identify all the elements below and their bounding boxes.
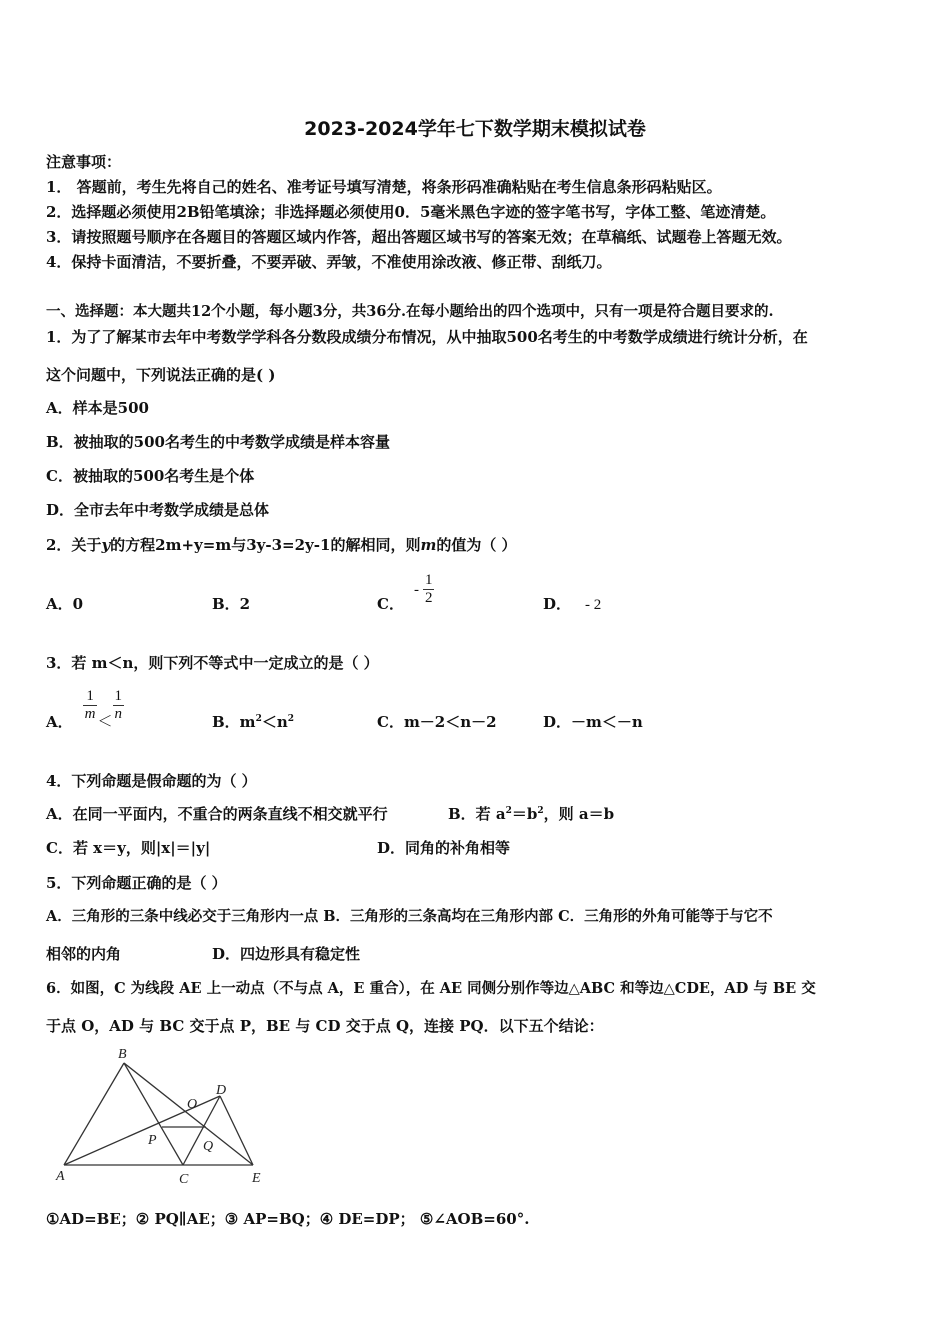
question-2-stem: 2．关于y的方程2m+y=m与3y-3=2y-1的解相同，则m的值为（ ） — [46, 536, 517, 554]
point-label-p: P — [148, 1133, 157, 1148]
question-2-option-c: C．- $\frac{1}{2}$ — [377, 572, 433, 613]
question-4-stem: 4．下列命题是假命题的为（ ） — [46, 772, 257, 790]
question-5-stem: 5．下列命题正确的是（ ） — [46, 874, 227, 892]
question-1-option-d: D．全市去年中考数学成绩是总体 — [46, 501, 270, 519]
notice-item: 3．请按照题号顺序在各题目的答题区域内作答，超出答题区域书写的答案无效；在草稿纸、试题卷上答题无效。 — [46, 228, 792, 246]
question-1-option-a: A．样本是500 — [46, 399, 149, 417]
question-3-stem: 3．若 m＜n，则下列不等式中一定成立的是（ ） — [46, 654, 379, 672]
notice-item: 2．选择题必须使用2B铅笔填涂；非选择题必须使用0．5毫米黑色字迹的签字笔书写，字体工整、笔迹清楚。 — [46, 203, 776, 221]
question-4-option-c: C．若 x＝y，则|x|＝|y| — [46, 839, 211, 857]
question-2-option-b: B．2 — [212, 595, 251, 613]
notice-heading: 注意事项： — [46, 153, 122, 171]
point-label-q: Q — [203, 1139, 214, 1154]
segment-ab — [64, 1063, 124, 1165]
question-4-option-a: A．在同一平面内，不重合的两条直线不相交就平行 — [46, 805, 388, 823]
segment-de — [220, 1096, 253, 1165]
question-3-option-d: D．－m＜－n — [543, 713, 643, 731]
question-1-stem-cont: 这个问题中，下列说法正确的是( ) — [46, 366, 276, 384]
fraction: $\frac{1}{n}$ — [114, 688, 122, 722]
point-label-a: A — [56, 1169, 65, 1184]
notice-item: 4．保持卡面清洁，不要折叠，不要弄破、弄皱，不准使用涂改液、修正带、刮纸刀。 — [46, 253, 612, 271]
question-5-option-d: D．四边形具有稳定性 — [212, 945, 361, 963]
fraction: $\frac{1}{2}$ — [424, 572, 433, 606]
question-5-options-line: A．三角形的三条中线必交于三角形内一点 B．三角形的三条高均在三角形内部 C．三角形的外角可能等于与它不 — [46, 908, 773, 925]
point-label-b: B — [118, 1047, 127, 1062]
question-1-option-c: C．被抽取的500名考生是个体 — [46, 467, 255, 485]
question-2-option-d: D． - 2 — [543, 595, 602, 613]
point-label-c: C — [179, 1172, 189, 1187]
segment-bc — [124, 1063, 183, 1165]
point-label-e: E — [252, 1171, 261, 1186]
section-heading: 一、选择题：本大题共12个小题，每小题3分，共36分.在每小题给出的四个选项中，只有一项是符合题目要求的. — [46, 303, 774, 320]
point-label-d: D — [216, 1083, 227, 1098]
geometry-figure — [48, 1040, 278, 1190]
question-2-option-a: A．0 — [46, 595, 84, 613]
fraction: $\frac{1}{m}$ — [84, 688, 96, 722]
question-6-stem: 6．如图，C 为线段 AE 上一动点（不与点 A，E 重合），在 AE 同侧分别作等边△ABC 和等边△CDE，AD 与 BE 交 — [46, 980, 816, 997]
question-4-option-d: D．同角的补角相等 — [377, 839, 511, 857]
point-label-o: O — [187, 1097, 198, 1112]
question-6-stem-cont: 于点 O，AD 与 BC 交于点 P，BE 与 CD 交于点 Q，连接 PQ．以下五个结论： — [46, 1017, 604, 1035]
question-3-option-c: C．m－2＜n－2 — [377, 713, 497, 731]
segment-be — [124, 1063, 253, 1165]
question-5-option-c-cont: 相邻的内角 — [46, 945, 122, 963]
question-6-conclusions: ①AD=BE；② PQ∥AE；③ AP=BQ；④ DE=DP； ⑤∠AOB=60°. — [46, 1210, 530, 1228]
question-1-stem: 1．为了了解某市去年中考数学学科各分数段成绩分布情况，从中抽取500名考生的中考数学成绩进行统计分析，在 — [46, 328, 808, 346]
question-3-option-a: A． $\frac{1}{m}$ ＜ $\frac{1}{n}$ — [46, 688, 122, 731]
question-3-option-b: B．$m^2<n^2$ — [212, 713, 294, 731]
question-4-option-b: B．若 $a^2=b^2$，则 a＝b — [448, 805, 615, 823]
notice-item: 1． 答题前，考生先将自己的姓名、准考证号填写清楚，将条形码准确粘贴在考生信息条形码粘贴区。 — [46, 178, 722, 196]
page-title: 2023-2024学年七下数学期末模拟试卷 — [304, 118, 646, 140]
question-1-option-b: B．被抽取的500名考生的中考数学成绩是样本容量 — [46, 433, 390, 451]
